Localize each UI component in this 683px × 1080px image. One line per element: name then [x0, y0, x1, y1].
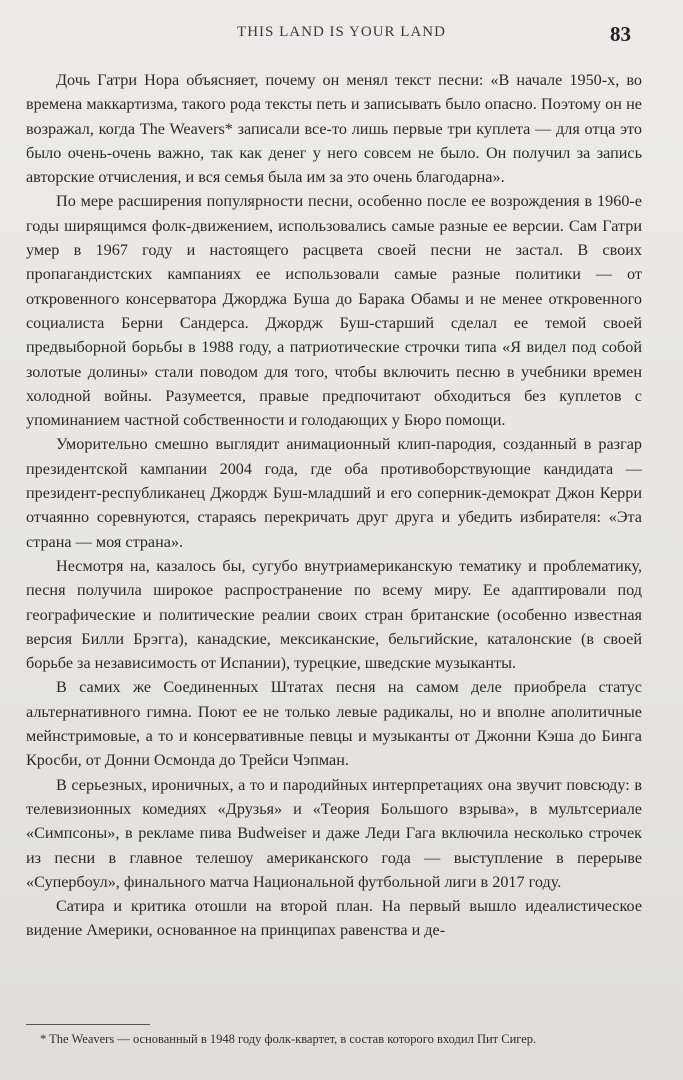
paragraph-4: Несмотря на, казалось бы, сугубо внутриамериканскую тематику и проблематику, песня получила широкое распространение по всему миру. Ее адаптировали под географические и политические реалии своих стран британские (особенно известная версия Билли Брэгга), канадские, мексиканские, бельгийские, каталонские (в своей борьбе за независимость от Испании), турецкие, шведские музыканты. — [26, 556, 642, 673]
paragraph-2: По мере расширения популярности песни, особенно после ее возрождения в 1960-е годы ширящимся фолк-движением, использовались самые разные ее версии. Сам Гатри умер в 1967 году и настоящего расцвета своей песни не застал. В своих пропагандистских кампаниях ее использовали самые разные политики — от откровенного консерватора Джорджа Буша до Барака Обамы и не менее откровенного социалиста Берни Сандерса. Джордж Буш-старший сделал ее темой своей предвыборной борьбы в 1988 году, а патриотические строчки типа «Я видел под собой золотые долины» стали поводом для того, чтобы включить песню в учебники времен холодной войны. Разумеется, правые предпочитают обходиться без куплетов с упоминанием частной собственности и голодающих у Бюро помощи. — [26, 192, 642, 430]
paragraph-7: Сатира и критика отошли на второй план. На первый вышло идеалистическое видение Америки, основанное на принципах равенства и де- — [26, 897, 642, 940]
paragraph-3: Уморительно смешно выглядит анимационный клип-пародия, созданный в разгар президентской кампании 2004 года, где оба противоборствующие кандидата — президент-республиканец Джордж Буш-младший и его соперник-демократ Джон Керри отчаянно соревнуются, стараясь перекричать друг друга и убедить избирателя: «Эта страна — моя страна». — [26, 435, 642, 551]
page-number: 83 — [610, 22, 631, 46]
running-title: THIS LAND IS YOUR LAND — [237, 24, 446, 40]
footnote: * The Weavers — основанный в 1948 году фолк-квартет, в состав которого входил Пит Сигер. — [40, 1032, 537, 1046]
footnote-divider — [26, 1024, 150, 1025]
paragraph-1: Дочь Гатри Нора объясняет, почему он менял текст песни: «В начале 1950-х, во времена маккартизма, такого рода тексты петь и записывать было опасно. Поэтому он не возражал, когда The Weavers* записали все-то лишь первые три куплета — для отца это было очень-очень важно, так как денег у него совсем не было. Он получил за запись авторские отчисления, и вся семья была им за это очень благодарна». — [26, 71, 642, 187]
page-body — [26, 68, 642, 943]
page-header — [0, 18, 683, 52]
paragraph-5: В самих же Соединенных Штатах песня на самом деле приобрела статус альтернативного гимна. Поют ее не только левые радикалы, но и вполне аполитичные мейнстримовые, а то и консервативные певцы и музыканты от Джонни Кэша до Бинга Кросби, от Донни Осмонда до Трейси Чэпман. — [26, 678, 642, 770]
paragraph-6: В серьезных, ироничных, а то и пародийных интерпретациях она звучит повсюду: в телевизионных комедиях «Друзья» и «Теория Большого взрыва», в мультсериале «Симпсоны», в рекламе пива Budweiser и даже Леди Гага включила несколько строчек из песни в главное телешоу американского года — выступление в перерыве «Супербоул», финального матча Национальной футбольной лиги в 2017 году. — [26, 775, 642, 891]
